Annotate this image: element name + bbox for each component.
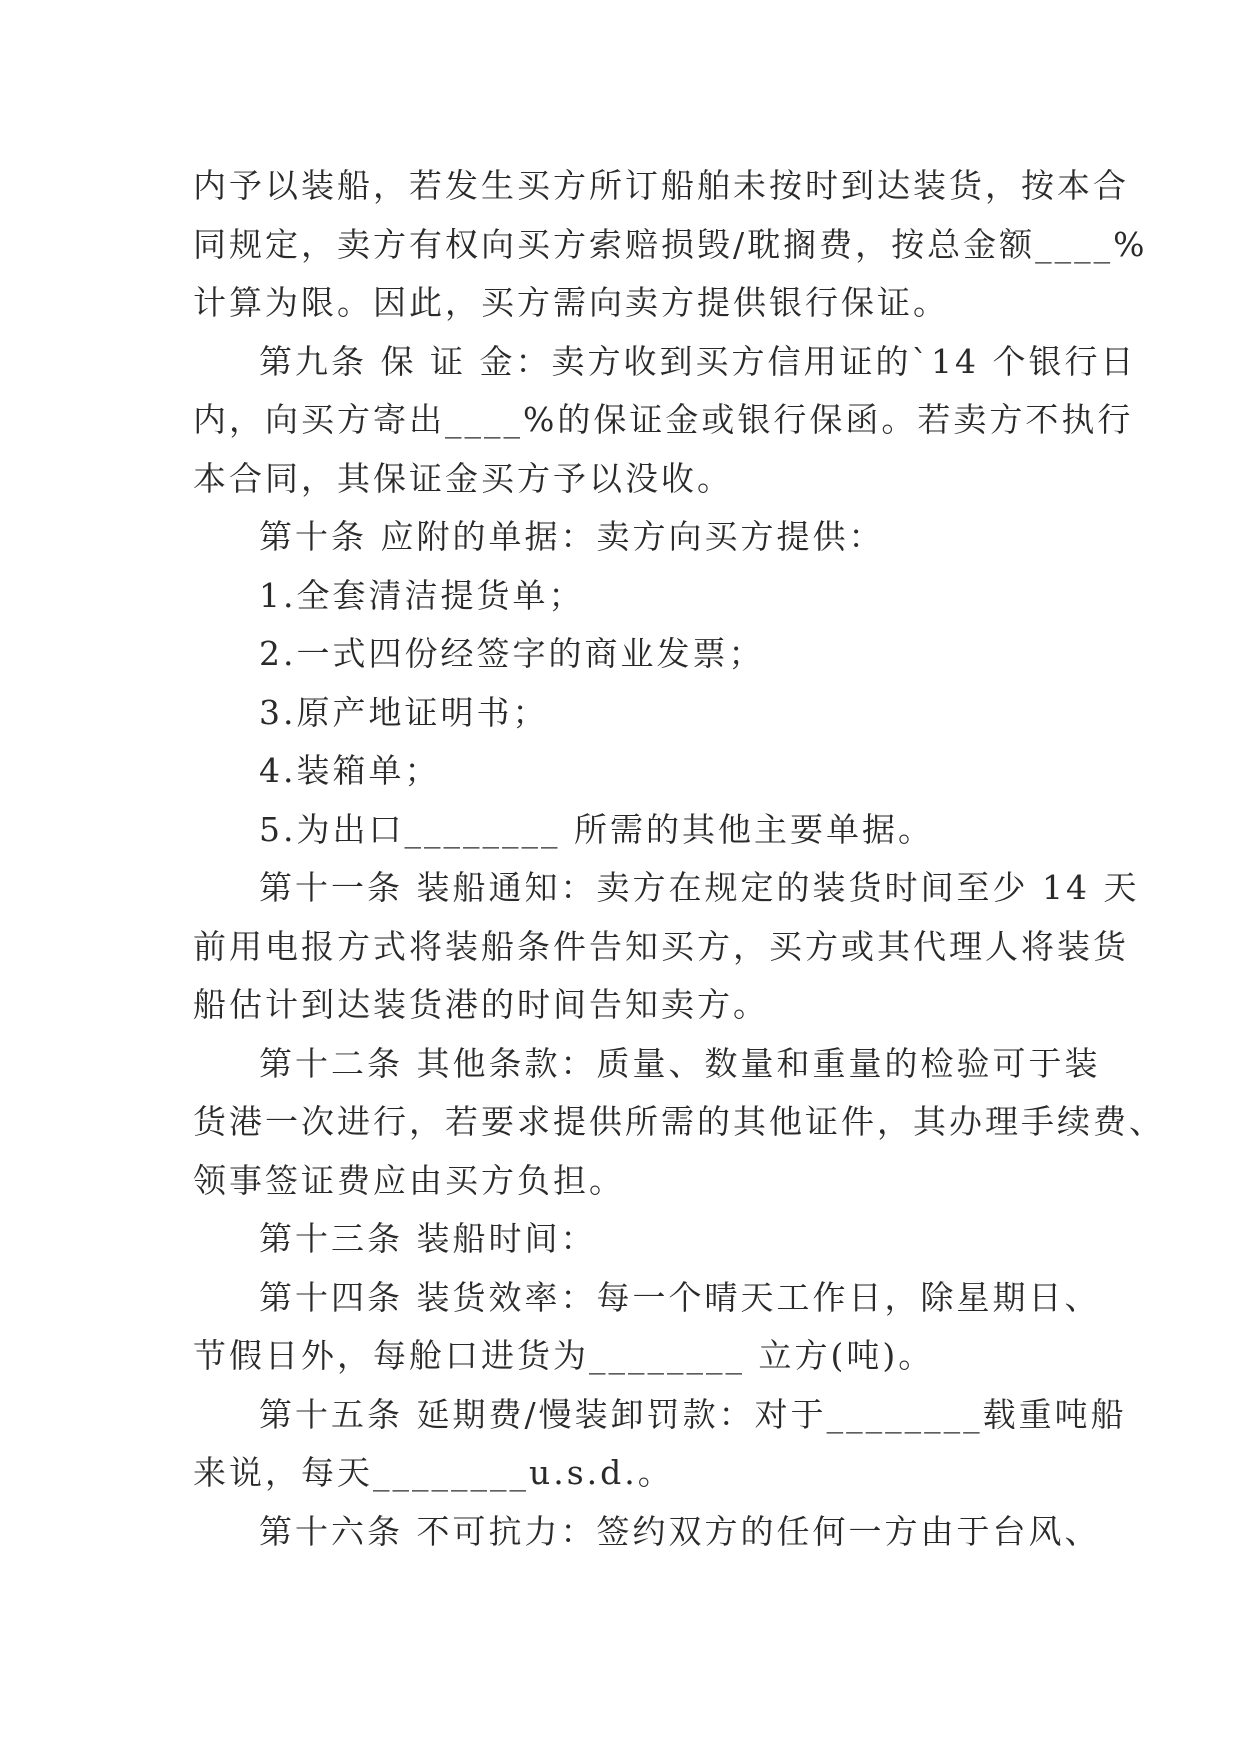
text-line: 前用电报方式将装船条件告知买方，买方或其代理人将装货 [193,926,1129,966]
text-line: 货港一次进行，若要求提供所需的其他证件，其办理手续费、 [193,1102,1165,1141]
clause-16-heading: 第十六条 不可抗力：签约双方的任何一方由于台风、 [259,1511,1101,1551]
text-line: 领事签证费应由买方负担。 [193,1160,625,1200]
clause-13-heading: 第十三条 装船时间： [259,1219,597,1258]
clause-9-heading: 第九条 保 证 金：卖方收到买方信用证的`14 个银行日 [259,341,1137,381]
text-line: 内，向买方寄出____%的保证金或银行保函。若卖方不执行 [193,400,1134,439]
text-line: 节假日外，每舱口进货为________ 立方(吨)。 [193,1336,935,1375]
list-item: 4.装箱单； [259,751,441,790]
text-line: 来说，每天________u.s.d.。 [193,1453,674,1492]
text-line: 船估计到达装货港的时间告知卖方。 [193,985,769,1024]
document-body [193,157,1165,1561]
clause-11-heading: 第十一条 装船通知：卖方在规定的装货时间至少 14 天 [259,868,1140,907]
list-item: 5.为出口________ 所需的其他主要单据。 [259,809,934,849]
clause-10-heading: 第十条 应附的单据：卖方向买方提供： [259,517,885,556]
list-item: 2.一式四份经签字的商业发票； [259,634,765,673]
clause-14-heading: 第十四条 装货效率：每一个晴天工作日，除星期日、 [259,1277,1101,1317]
text-line: 计算为限。因此，买方需向卖方提供银行保证。 [193,283,949,322]
text-line: 内予以装船，若发生买方所订船舶未按时到达装货，按本合 [193,166,1129,205]
list-item: 1.全套清洁提货单； [259,575,585,615]
text-line: 本合同，其保证金买方予以没收。 [193,458,733,498]
clause-12-heading: 第十二条 其他条款：质量、数量和重量的检验可于装 [259,1043,1101,1083]
clause-15-heading: 第十五条 延期费/慢装卸罚款：对于________载重吨船 [259,1394,1127,1434]
list-item: 3.原产地证明书； [259,692,549,732]
text-line: 同规定，卖方有权向买方索赔损毁/耽搁费，按总金额____% [193,224,1148,264]
